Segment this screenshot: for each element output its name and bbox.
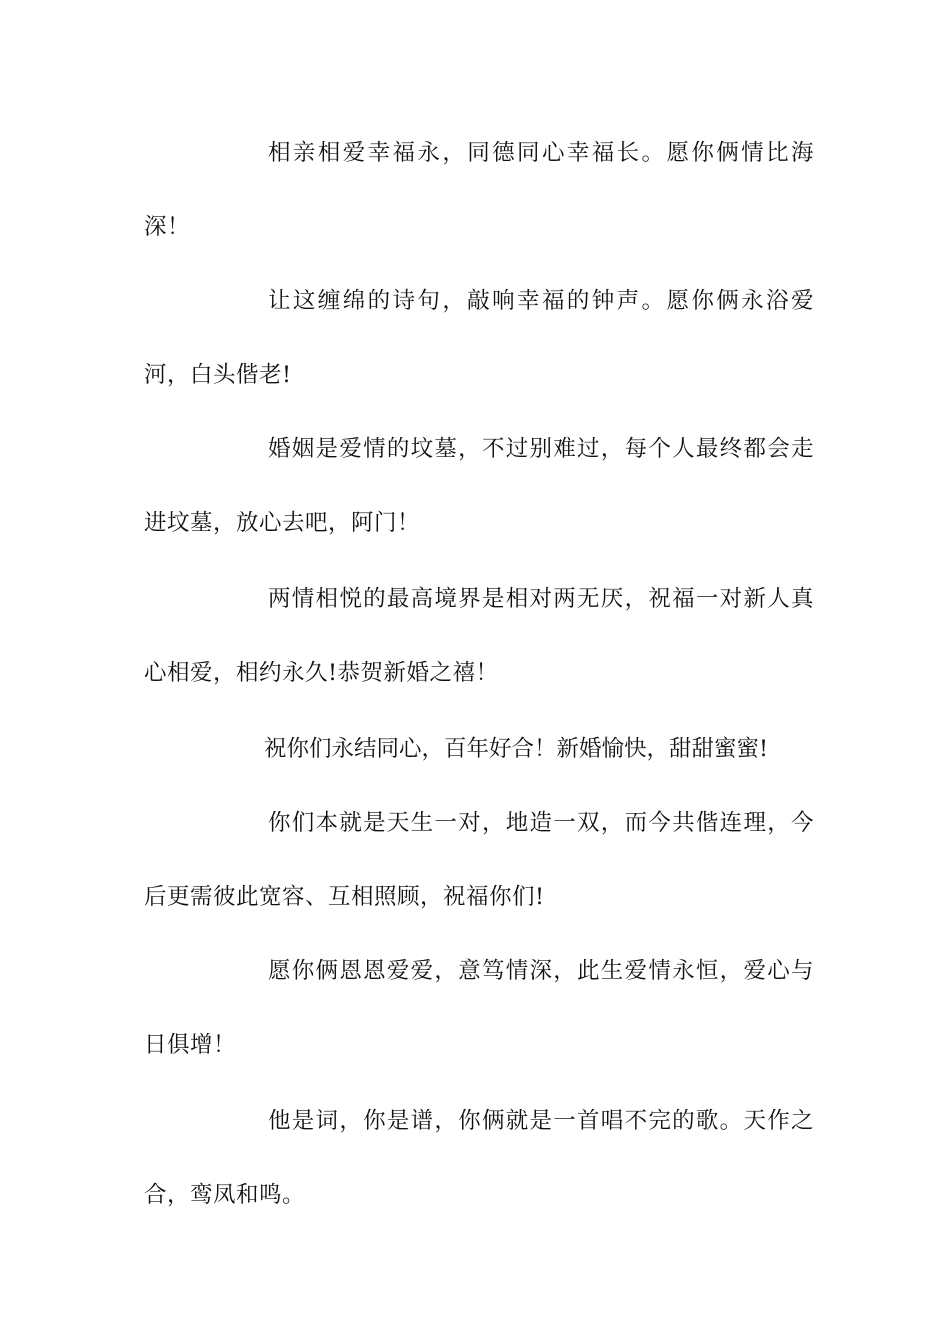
paragraph-5: 祝你们永结同心，百年好合！新婚愉快，甜甜蜜蜜!: [264, 736, 769, 762]
paragraph-6: 你们本就是天生一对，地造一双，而今共偕连理，今后更需彼此宽容、互相照顾，祝福你们!: [144, 810, 814, 910]
paragraph-7: 愿你俩恩恩爱爱，意笃情深，此生爱情永恒，爱心与日俱增！: [144, 958, 814, 1058]
paragraph-4: 两情相悦的最高境界是相对两无厌，祝福一对新人真心相爱，相约永久!恭贺新婚之禧！: [144, 586, 814, 686]
paragraph-1: 相亲相爱幸福永，同德同心幸福长。愿你俩情比海深！: [144, 140, 814, 240]
paragraph-3: 婚姻是爱情的坟墓，不过别难过，每个人最终都会走进坟墓，放心去吧，阿门！: [144, 436, 814, 536]
paragraph-2: 让这缠绵的诗句，敲响幸福的钟声。愿你俩永浴爱河，白头偕老!: [144, 288, 814, 388]
paragraph-8: 他是词，你是谱，你俩就是一首唱不完的歌。天作之合，鸾凤和鸣。: [144, 1108, 814, 1208]
